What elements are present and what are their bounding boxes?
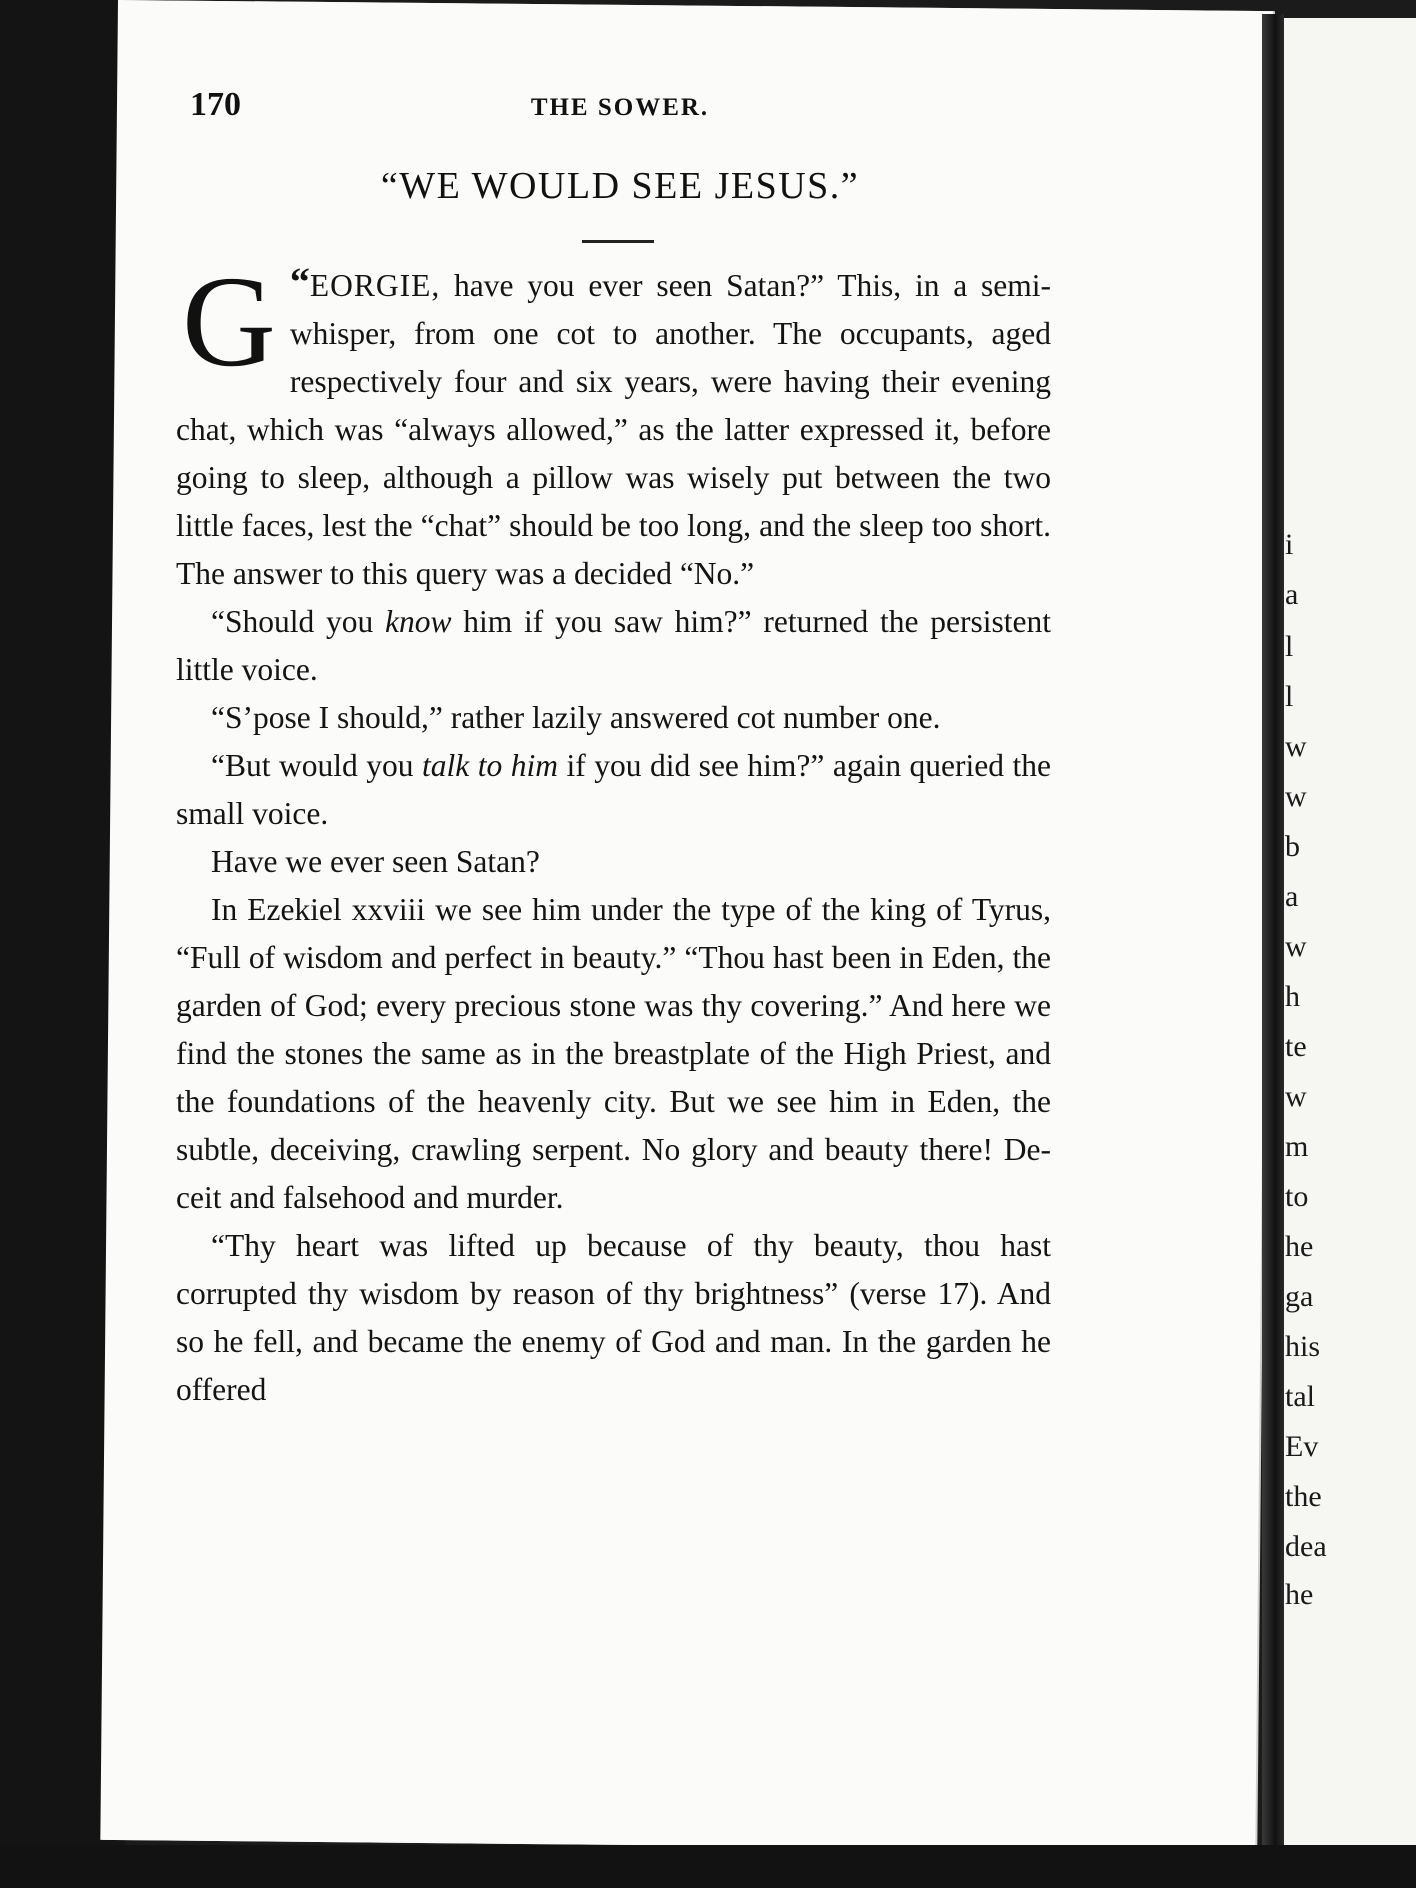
paragraph-4-text-b: if you did see him?” again queried the small voice. xyxy=(176,748,1051,831)
emphasis-talk-to-him: talk to him xyxy=(421,748,558,783)
facing-page-fragment: l xyxy=(1285,630,1294,663)
paragraph-3: “S’pose I should,” rather lazily answered cot number one. xyxy=(211,700,941,735)
facing-page-fragment: i xyxy=(1285,528,1294,561)
emphasis-know: know xyxy=(384,604,452,639)
paragraph-4-text-a: “But would you xyxy=(211,748,422,783)
facing-page-fragment: te xyxy=(1285,1030,1307,1063)
paragraph-4 xyxy=(176,742,1051,838)
facing-page-fragment: w xyxy=(1285,780,1307,813)
title-rule xyxy=(582,240,654,243)
facing-page-fragment: the xyxy=(1285,1480,1322,1513)
paragraph-2 xyxy=(176,598,1051,694)
facing-page-fragment: l xyxy=(1285,680,1294,713)
facing-page-fragment: ga xyxy=(1285,1280,1314,1313)
paragraph-1-text: have you ever seen Satan?” This, in a semi-whisper, from one cot to another. The occupants, aged respectively four and six years, were having their evening chat, which was “always allowed,” as the latter expressed it, before going to sleep, although a pillow was wisely put between the two little faces, lest the “chat” should be too long, and the sleep too short. The answer to this query was a decided “No.” xyxy=(176,268,1051,591)
facing-page-fragment: m xyxy=(1285,1130,1309,1163)
running-head: THE SOWER. xyxy=(530,94,710,121)
article-body xyxy=(176,250,1051,1414)
facing-page-fragment: he xyxy=(1285,1230,1314,1263)
page-number: 170 xyxy=(190,86,241,123)
facing-page-fragment: w xyxy=(1285,930,1307,963)
facing-page-fragment: w xyxy=(1285,1080,1307,1113)
paragraph-5: Have we ever seen Satan? xyxy=(211,844,540,879)
facing-page-fragment: to xyxy=(1285,1180,1309,1213)
facing-page-fragment: w xyxy=(1285,730,1307,763)
paragraph-1 xyxy=(176,250,1051,598)
facing-page-fragment: a xyxy=(1285,880,1299,913)
facing-page-fragment: a xyxy=(1285,578,1299,611)
facing-page-edge xyxy=(1284,18,1416,1848)
facing-page-fragment: he xyxy=(1285,1578,1314,1611)
paragraph-6: In Ezekiel xxviii we see him under the type of the king of Tyrus, “Full of wisdom and perfect in beauty.” “Thou hast been in Eden, the garden of God; every precious stone was thy covering.” And here we find the stones the same as in the breastplate of the High Priest, and the foundations of the heavenly city. But we see him in Eden, the subtle, deceiving, crawling serpent. No glory and beauty there! Deceit and falsehood and murder. xyxy=(176,892,1051,1215)
lead-word: EORGIE, xyxy=(309,268,441,303)
facing-page-fragment: b xyxy=(1285,830,1300,863)
paragraph-2-text-a: “Should you xyxy=(211,604,385,639)
opening-quote: “ xyxy=(289,259,310,304)
page-header xyxy=(190,86,1050,126)
drop-cap: G xyxy=(182,250,276,394)
paragraph-2-text-b: him if you saw him?” returned the persistent little voice. xyxy=(176,604,1051,687)
facing-page-fragment: h xyxy=(1285,980,1300,1013)
paragraph-7: “Thy heart was lifted up because of thy beauty, thou hast corrupted thy wisdom by reason of thy brightness” (verse 17). And so he fell, and became the enemy of God and man. In the garden he offered xyxy=(176,1228,1051,1407)
scan-border-bottom xyxy=(0,1845,1416,1888)
article-title: “WE WOULD SEE JESUS.” xyxy=(380,165,860,207)
book-gutter xyxy=(1262,14,1284,1854)
facing-page-fragment: Ev xyxy=(1285,1430,1319,1463)
facing-page-fragment: his xyxy=(1285,1330,1321,1363)
facing-page-fragment: dea xyxy=(1285,1530,1327,1563)
facing-page-fragment: tal xyxy=(1285,1380,1315,1413)
